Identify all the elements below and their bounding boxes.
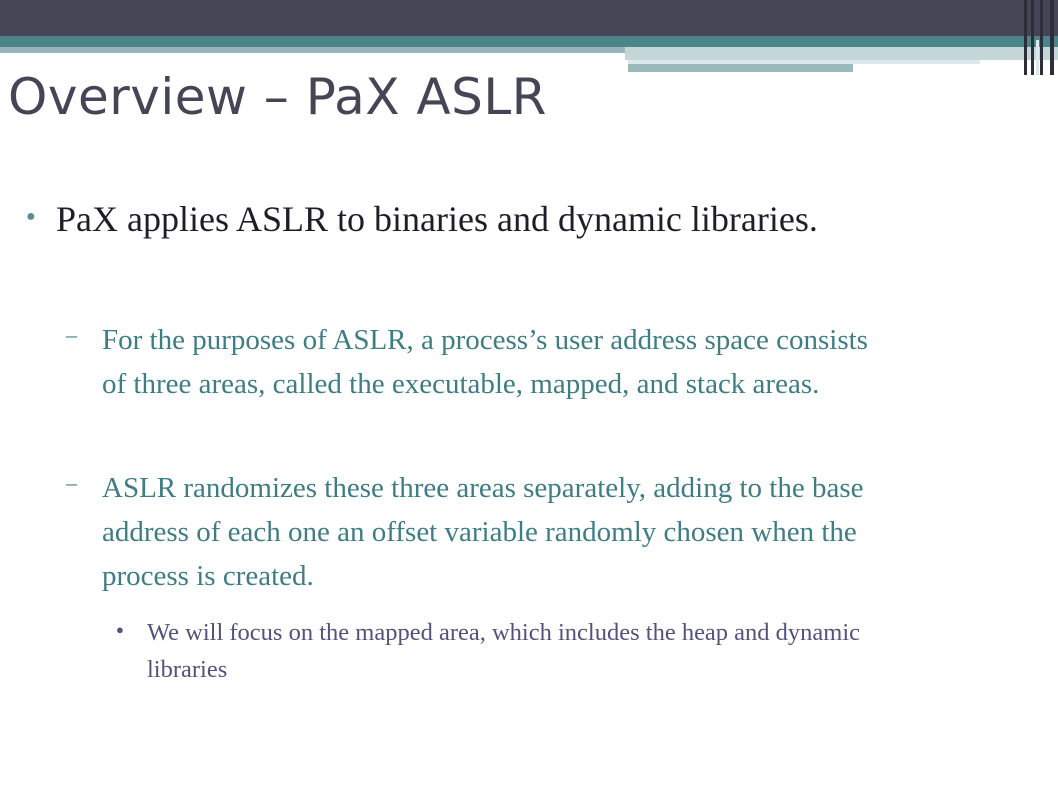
- bullet-marker: ●: [26, 208, 36, 225]
- bullet-level2: ASLR randomizes these three areas separately, adding to the base address of each one an offset variable randomly chosen when the process is created.: [102, 472, 864, 592]
- bullet-level3: We will focus on the mapped area, which includes the heap and dynamic libraries: [147, 619, 861, 683]
- bullet-level1: PaX applies ASLR to binaries and dynamic libraries.: [56, 199, 818, 239]
- bullet-level2: For the purposes of ASLR, a process’s user address space consists of three areas, called the executable, mapped, and stack areas.: [102, 324, 868, 400]
- dash-marker: –: [66, 470, 77, 495]
- bullet-marker: ●: [116, 622, 124, 637]
- slide-title: Overview – PaX ASLR: [8, 68, 547, 126]
- dash-marker: –: [66, 322, 77, 347]
